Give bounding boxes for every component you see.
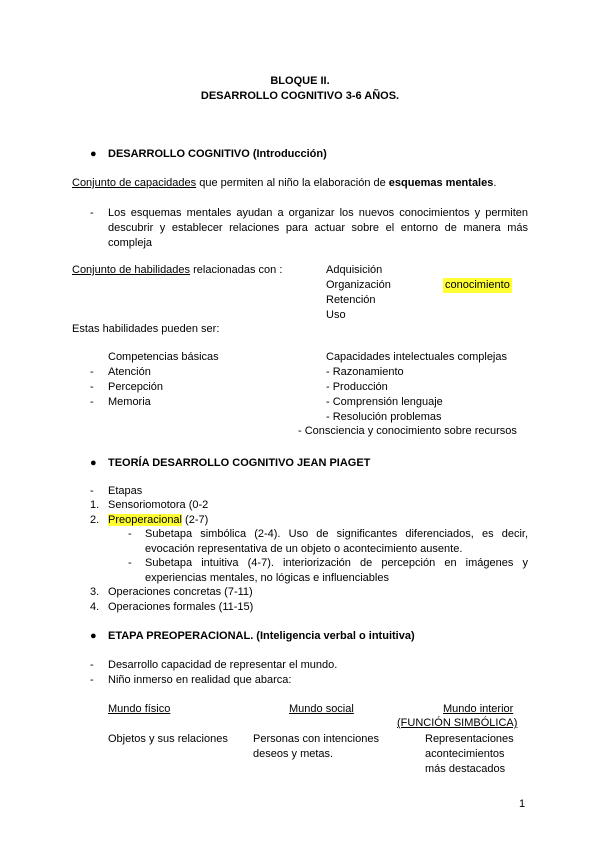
mundo-interior-heading: Mundo interior	[443, 703, 514, 715]
section-title-piaget: TEORÍA DESARROLLO COGNITIVO JEAN PIAGET	[108, 457, 371, 469]
list-number: 1.	[90, 499, 100, 511]
competencia-item: Percepción	[108, 381, 164, 393]
dash-marker: -	[90, 396, 94, 408]
hab-item: Retención	[326, 294, 376, 306]
dash-marker: -	[128, 557, 132, 569]
bullet-icon: ●	[90, 148, 97, 160]
preoperacional-highlight: Preoperacional	[108, 514, 182, 526]
dash-marker: -	[90, 207, 94, 219]
mundo-social-text: deseos y metas.	[253, 748, 334, 760]
pueden-ser: Estas habilidades pueden ser:	[72, 323, 220, 335]
desarrollo-item: Niño inmerso en realidad que abarca:	[108, 674, 292, 686]
conocimiento-highlight: conocimiento	[445, 279, 510, 291]
hab-item: Uso	[326, 309, 346, 321]
capacidades-underlined: Conjunto de capacidades	[72, 177, 197, 189]
desarrollo-item: Desarrollo capacidad de representar el mundo.	[108, 659, 338, 671]
title-line-2: DESARROLLO COGNITIVO 3-6 AÑOS.	[200, 90, 400, 102]
habilidades-label	[72, 263, 282, 278]
dash-marker: -	[90, 366, 94, 378]
mundo-interior-text: Representaciones	[425, 733, 514, 745]
bullet-icon: ●	[90, 457, 97, 469]
funcion-simbolica-heading: (FUNCIÓN SIMBÓLICA)	[397, 717, 518, 729]
subetapa-intuitiva: Subetapa intuitiva (4-7). interiorización de percepción en imágenes y experiencias mentales, no lógicas e influenciables	[145, 557, 528, 584]
page-number: 1	[519, 798, 526, 810]
capacidad-item: - Consciencia y conocimiento sobre recursos	[298, 425, 517, 437]
etapas-label: Etapas	[108, 485, 143, 497]
mundo-interior-text: acontecimientos	[425, 748, 505, 760]
mundo-fisico-text: Objetos y sus relaciones	[108, 733, 228, 745]
list-number: 3.	[90, 586, 100, 598]
capacidad-item: - Razonamiento	[326, 366, 404, 378]
competencia-item: Atención	[108, 366, 151, 378]
etapa-item	[108, 513, 208, 528]
list-number: 2.	[90, 514, 100, 526]
capacidad-item: - Resolución problemas	[326, 411, 442, 423]
esquemas-description: Los esquemas mentales ayudan a organizar los nuevos conocimientos y permiten descubrir y establecer relaciones para actuar sobre el entorno de manera más compleja	[108, 207, 528, 249]
dash-marker: -	[128, 528, 132, 540]
dash-marker: -	[90, 485, 94, 497]
subetapa-simbolica: Subetapa simbólica (2-4). Uso de significantes diferenciados, es decir, evocación representativa de un objeto o acontecimiento ausente.	[145, 528, 528, 555]
habilidades-underlined: Conjunto de habilidades	[72, 264, 191, 276]
capacidades-text: que permiten al niño la elaboración de	[196, 177, 389, 189]
competencia-item: Memoria	[108, 396, 151, 408]
preoperacional-range: (2-7)	[182, 514, 209, 526]
capacidades-end: .	[493, 177, 497, 189]
section-title-intro: DESARROLLO COGNITIVO (Introducción)	[108, 148, 327, 160]
dash-marker: -	[90, 674, 94, 686]
bullet-icon: ●	[90, 630, 97, 642]
capacidades-header: Capacidades intelectuales complejas	[326, 351, 507, 363]
mundo-social-text: Personas con intenciones	[253, 733, 379, 745]
etapa-item: Operaciones formales (11-15)	[108, 601, 254, 613]
etapa-item: Sensoriomotora (0-2	[108, 499, 209, 511]
mundo-interior-text: más destacados	[425, 763, 506, 775]
mundo-social-heading: Mundo social	[289, 703, 354, 715]
etapa-item: Operaciones concretas (7-11)	[108, 586, 253, 598]
habilidades-rest: relacionadas con :	[190, 264, 283, 276]
competencias-header: Competencias básicas	[108, 351, 219, 363]
list-number: 4.	[90, 601, 100, 613]
title-line-1: BLOQUE II.	[270, 75, 330, 87]
hab-item: Organización	[326, 279, 391, 291]
section-title-preoperacional: ETAPA PREOPERACIONAL. (Inteligencia verbal o intuitiva)	[108, 630, 415, 642]
dash-marker: -	[90, 659, 94, 671]
capacidad-item: - Comprensión lenguaje	[326, 396, 443, 408]
paragraph-capacidades	[72, 176, 496, 191]
dash-marker: -	[90, 381, 94, 393]
esquemas-bold: esquemas mentales	[388, 177, 494, 189]
mundo-fisico-heading: Mundo físico	[108, 703, 171, 715]
capacidad-item: - Producción	[326, 381, 388, 393]
hab-item: Adquisición	[326, 264, 383, 276]
